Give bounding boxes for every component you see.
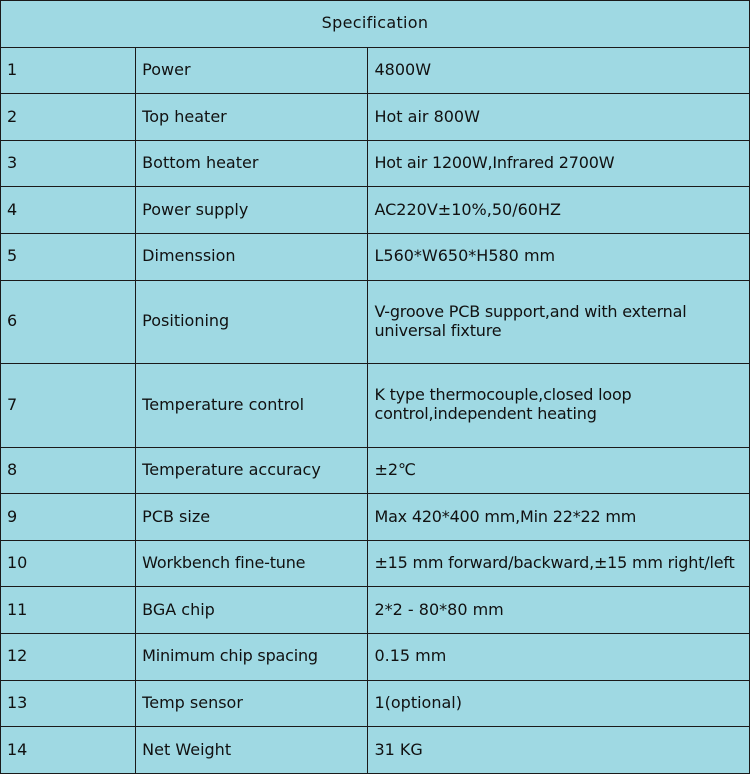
table-row — [1, 94, 750, 141]
table-row — [1, 140, 750, 187]
table-body — [1, 1, 750, 774]
row-value: ±15 mm forward/backward,±15 mm right/left — [368, 540, 750, 587]
table-row — [1, 727, 750, 774]
row-value: Hot air 800W — [368, 94, 750, 141]
row-value: V-groove PCB support,and with external universal fixture — [368, 280, 750, 363]
row-index: 3 — [1, 140, 136, 187]
row-item: Positioning — [136, 280, 368, 363]
row-value: 2*2 - 80*80 mm — [368, 587, 750, 634]
row-item: PCB size — [136, 494, 368, 541]
row-value: Max 420*400 mm,Min 22*22 mm — [368, 494, 750, 541]
row-value: K type thermocouple,closed loop control,independent heating — [368, 364, 750, 447]
row-index: 6 — [1, 280, 136, 363]
row-item: Temperature control — [136, 364, 368, 447]
row-value: 4800W — [368, 47, 750, 94]
row-index: 10 — [1, 540, 136, 587]
row-item: Workbench fine-tune — [136, 540, 368, 587]
table-row — [1, 540, 750, 587]
row-index: 8 — [1, 447, 136, 494]
row-item: Bottom heater — [136, 140, 368, 187]
row-index: 13 — [1, 680, 136, 727]
row-item: Power supply — [136, 187, 368, 234]
row-index: 4 — [1, 187, 136, 234]
table-row — [1, 234, 750, 281]
table-title: Specification — [1, 1, 750, 48]
table-row — [1, 494, 750, 541]
table-row — [1, 280, 750, 363]
row-item: Dimenssion — [136, 234, 368, 281]
table-title-row — [1, 1, 750, 48]
row-item: Top heater — [136, 94, 368, 141]
row-item: Minimum chip spacing — [136, 634, 368, 681]
table-row — [1, 364, 750, 447]
row-index: 9 — [1, 494, 136, 541]
row-item: BGA chip — [136, 587, 368, 634]
row-item: Temperature accuracy — [136, 447, 368, 494]
row-index: 12 — [1, 634, 136, 681]
row-item: Power — [136, 47, 368, 94]
row-index: 2 — [1, 94, 136, 141]
row-value: 1(optional) — [368, 680, 750, 727]
row-index: 1 — [1, 47, 136, 94]
table-row — [1, 187, 750, 234]
row-index: 11 — [1, 587, 136, 634]
row-value: ±2℃ — [368, 447, 750, 494]
row-index: 5 — [1, 234, 136, 281]
table-row — [1, 680, 750, 727]
row-value: 0.15 mm — [368, 634, 750, 681]
table-row — [1, 634, 750, 681]
row-value: Hot air 1200W,Infrared 2700W — [368, 140, 750, 187]
table-row — [1, 47, 750, 94]
row-index: 14 — [1, 727, 136, 774]
row-item: Net Weight — [136, 727, 368, 774]
row-index: 7 — [1, 364, 136, 447]
row-value: 31 KG — [368, 727, 750, 774]
row-item: Temp sensor — [136, 680, 368, 727]
row-value: AC220V±10%,50/60HZ — [368, 187, 750, 234]
row-value: L560*W650*H580 mm — [368, 234, 750, 281]
table-row — [1, 587, 750, 634]
table-row — [1, 447, 750, 494]
